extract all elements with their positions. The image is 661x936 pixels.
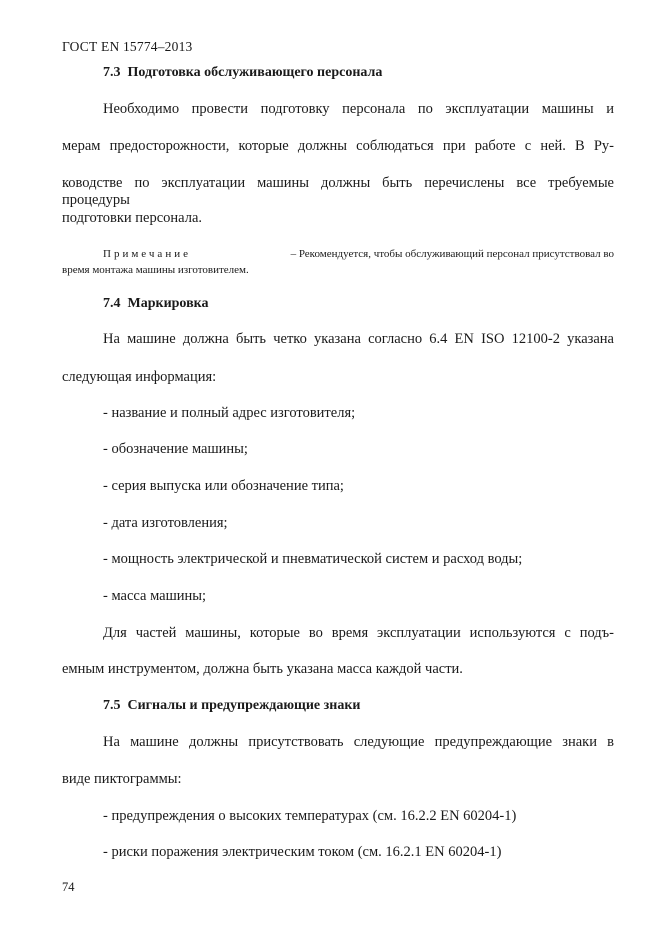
section-7-5-title: Сигналы и предупреждающие знаки [127, 698, 361, 713]
section-7-3-title: Подготовка обслуживающего персонала [127, 65, 383, 80]
section-7-5-number: 7.5 [103, 698, 121, 713]
paragraph-line: емным инструментом, должна быть указана масса каждой части. [62, 661, 463, 677]
note-label: Примечание [103, 248, 191, 260]
paragraph-line: виде пиктограммы: [62, 771, 182, 787]
list-item: - предупреждения о высоких температурах (см. 16.2.2 EN 60204-1) [103, 808, 517, 824]
paragraph-line: Необходимо провести подготовку персонала по эксплуатации машины и [103, 101, 614, 117]
list-item: - серия выпуска или обозначение типа; [103, 478, 344, 494]
list-item: - риски поражения электрическим током (см. 16.2.1 EN 60204-1) [103, 844, 502, 860]
section-7-4-heading [103, 296, 209, 312]
paragraph-line: подготовки персонала. [62, 210, 203, 226]
list-item: - обозначение машины; [103, 441, 248, 457]
paragraph-line: На машине должна быть четко указана согласно 6.4 EN ISO 12100-2 указана [103, 331, 614, 347]
paragraph-line: ководстве по эксплуатации машины должны быть перечислены все требуемые процедуры [62, 175, 614, 208]
paragraph-line: следующая информация: [62, 369, 217, 385]
note-text: – Рекомендуется, чтобы обслуживающий персонал присутствовал во [290, 248, 614, 260]
list-item: - название и полный адрес изготовителя; [103, 405, 356, 421]
section-7-5-heading [103, 698, 360, 714]
list-item: - дата изготовления; [103, 515, 228, 531]
page-number: 74 [62, 880, 75, 894]
document-header: ГОСТ EN 15774–2013 [62, 39, 193, 54]
note-line [103, 248, 614, 260]
section-7-4-title: Маркировка [127, 296, 209, 311]
section-7-3-heading [103, 65, 382, 81]
list-item: - масса машины; [103, 588, 207, 604]
list-item: - мощность электрической и пневматической систем и расход воды; [103, 551, 523, 567]
paragraph-line: На машине должны присутствовать следующие предупреждающие знаки в [103, 734, 614, 750]
paragraph-line: мерам предосторожности, которые должны соблюдаться при работе с ней. В Ру- [62, 138, 614, 154]
section-7-4-number: 7.4 [103, 296, 121, 311]
note-line: время монтажа машины изготовителем. [62, 264, 249, 276]
section-7-3-number: 7.3 [103, 65, 121, 80]
paragraph-line: Для частей машины, которые во время эксплуатации используются с подъ- [103, 625, 614, 641]
